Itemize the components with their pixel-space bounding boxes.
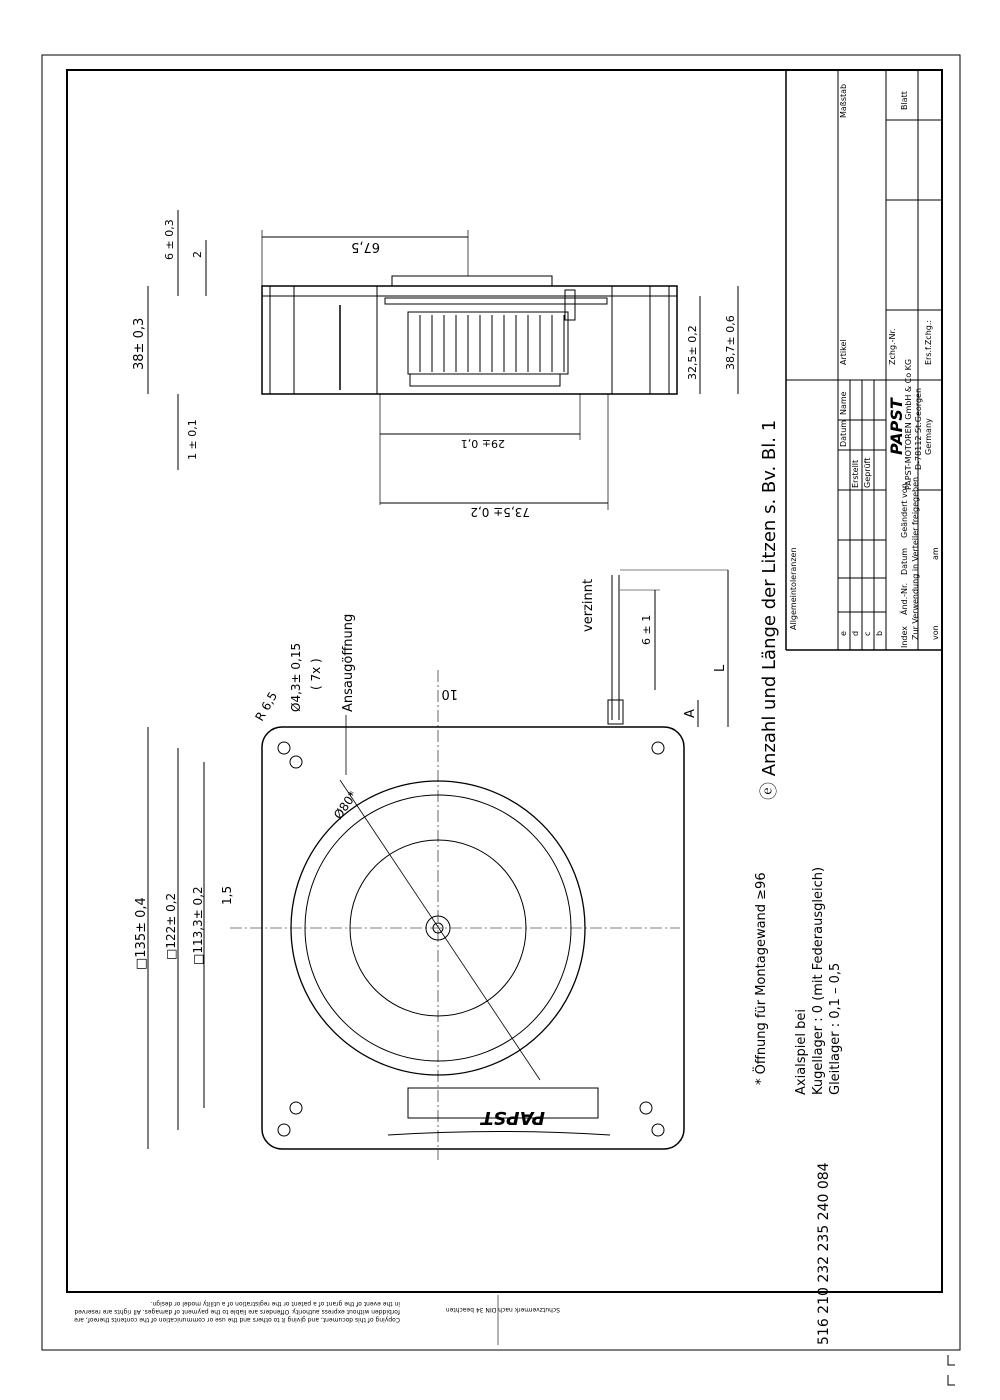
note-axial-1: Axialspiel bei — [794, 1008, 809, 1095]
dim-2: 2 — [191, 251, 204, 258]
wire-tin: verzinnt — [581, 578, 596, 632]
tb-verwendung: Zur Verwendung in Verteiler freigegeben — [911, 476, 920, 640]
tb-idx-c: c — [863, 631, 872, 636]
tb-name: Name — [839, 391, 848, 415]
tb-allgemein: Allgemeintoleranzen — [789, 547, 798, 630]
tb-zchg: Zchg.-Nr. — [888, 328, 897, 365]
tb-aend: Änd.-Nr. — [900, 582, 909, 615]
fan-logo: PAPST — [481, 1107, 545, 1128]
dim-1: 1 ± 0,1 — [186, 419, 199, 460]
footer-copy-3: in the event of the grant of a patent or the registration of a utility model or design. — [150, 1300, 400, 1307]
dim-10: 10 — [441, 686, 458, 701]
tb-geprueft: Geprüft — [863, 457, 872, 488]
tb-blatt: Blatt — [900, 91, 909, 110]
wire-length: 6 ± 1 — [640, 614, 653, 645]
tb-index: Index — [900, 625, 909, 648]
tb-am: am — [931, 547, 940, 560]
sheet-border — [42, 55, 960, 1350]
tb-idx-e: e — [839, 631, 848, 636]
tb-idx-b: b — [875, 630, 884, 636]
tb-datum: Datum — [839, 419, 848, 447]
note-axial-3: Gleitlager : 0,1 – 0,5 — [828, 962, 843, 1095]
footer-copy-2: forbidden without express authority. Offenders are liable to the payment of damages. All rights are reserved — [74, 1308, 400, 1315]
tb-company-3: Germany — [924, 418, 933, 455]
dim-32-5: 32,5± 0,2 — [686, 325, 699, 380]
dim-113-3: □113,3± 0,2 — [191, 886, 205, 965]
tb-company-1: PAPST-MOTOREN GmbH & Co KG — [904, 358, 913, 490]
tb-company-logo: PAPST — [887, 398, 906, 455]
drawing-number: 516 210 232 235 240 084 — [816, 1162, 832, 1345]
dim-1-5-a: 1,5 — [220, 885, 234, 905]
tb-company-2: D-78112 St.Georgen — [914, 387, 923, 470]
title-block — [786, 70, 942, 650]
note-axial-2: Kugellager : 0 (mit Federausgleich) — [811, 866, 826, 1095]
dim-122: □122± 0,2 — [164, 892, 178, 960]
dim-135: □135± 0,4 — [134, 897, 149, 970]
dim-hole: Ø4,3± 0,15 — [289, 642, 303, 712]
note-opening: * Öffnung für Montagewand ≥96 — [754, 872, 769, 1085]
note-litzen: ⓔ Anzahl und Länge der Litzen s. Bv. Bl. 1 — [759, 419, 780, 800]
label-ansaug: Ansaugöffnung — [341, 613, 356, 712]
tb-ers: Ers.f.Zchg.: — [924, 319, 933, 365]
tb-idx-d: d — [851, 630, 860, 636]
footer — [74, 1162, 955, 1385]
tb-geaendert: Geändert von — [900, 483, 909, 538]
wire-detail — [581, 570, 728, 727]
dim-d80: Ø80* — [330, 788, 361, 822]
wire-a: A — [683, 709, 698, 718]
dim-73-5: 73,5± 0,2 — [470, 505, 530, 519]
dim-38: 38± 0,3 — [132, 317, 147, 370]
dim-7x: ( 7x ) — [309, 658, 323, 690]
fan-side-view — [132, 210, 738, 519]
tb-artikel: Artikel — [839, 339, 848, 365]
dim-29: 29± 0,1 — [460, 437, 505, 450]
footer-din: Schutzvermerk nach DIN 34 beachten — [445, 1306, 560, 1313]
tb-datum-2: Datum — [900, 547, 909, 575]
notes — [752, 420, 843, 1095]
dim-38-7: 38,7± 0,6 — [724, 315, 737, 370]
tb-massstab: Maßstab — [839, 83, 848, 118]
dim-6: 6 ± 0,3 — [163, 219, 176, 260]
tb-von: von — [931, 625, 940, 640]
footer-copy-1: Copying of this document, and giving it to others and the use or communication of the contents thereof, are — [74, 1316, 400, 1323]
wire-l: L — [713, 664, 728, 672]
dim-r6-5: R 6,5 — [252, 689, 281, 724]
dim-67-5: 67,5 — [351, 239, 380, 254]
tb-erstellt: Erstellt — [851, 459, 860, 488]
